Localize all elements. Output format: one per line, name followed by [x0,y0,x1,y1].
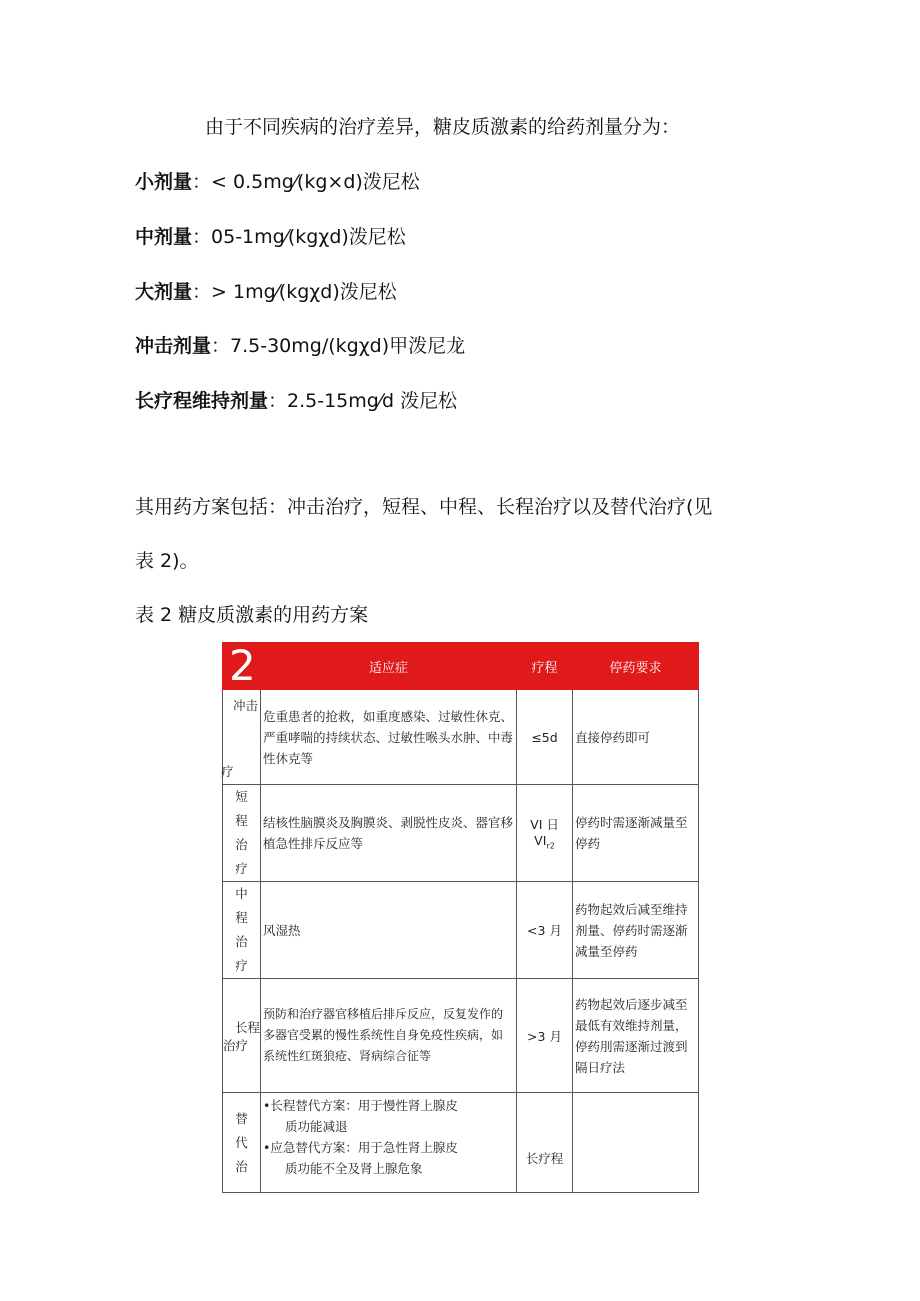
bullet-subtext: 质功能减退 [285,1119,348,1134]
header-duration: 疗程 [517,643,573,690]
type-char: 治 [235,1159,248,1174]
duration-cell [517,785,573,882]
dose-value: ：2.5-15mg⁄d 泼尼松 [268,390,458,412]
row-type-long [223,979,261,1093]
indication-cell [261,1093,517,1193]
type-text: 疗 [221,764,234,779]
stop-cell: 直接停药即可 [573,690,699,785]
row-type-impact [223,690,261,785]
plan-text-line1: 其用药方案包括：冲击治疗，短程、中程、长程治疗以及替代治疗(见 [135,496,713,518]
table-row [223,690,699,785]
duration-cell: >3 月 [517,979,573,1093]
bullet-text: •应急替代方案：用于急性肾上腺皮 [263,1140,458,1155]
bullet-item [263,1137,514,1179]
duration-line: VI 日 [530,817,559,833]
intro-text: 由于不同疾病的治疗差异，糖皮质激素的给药剂量分为： [205,116,681,138]
dose-value: ：< 0.5mg⁄(kg×d)泼尼松 [192,171,420,193]
stop-cell: 药物起效后逐步减至最低有效维持剂量，停药刖需逐渐过渡到隔日疗法 [573,979,699,1093]
row-type-short [223,785,261,882]
indication-cell: 风湿热 [261,882,517,979]
dose-impact [135,331,465,358]
dose-small [135,167,420,194]
duration-line [517,833,572,851]
stop-cell: 停药时需逐渐减量至停药 [573,785,699,882]
type-char: 治 [235,934,248,949]
dose-value: ：05-1mg⁄(kgχd)泼尼松 [192,226,406,248]
type-char: 疗 [235,958,248,973]
bullet-text: •长程替代方案：用于慢性肾上腺皮 [263,1098,458,1113]
duration-cell: ≤5d [517,690,573,785]
dose-value: ：> 1mg⁄(kgχd)泼尼松 [192,281,397,303]
indication-cell: 危重患者的抢救，如重度感染、过敏性休克、严重哮喘的持续状态、过敏性喉头水肿、中毒性休克等 [261,690,517,785]
table-row [223,785,699,882]
indication-cell: 预防和治疗器官移植后排斥反应，反复发作的多器官受累的慢性系统性自身免疫性疾病，如系统性红斑狼疮、肾病综合征等 [261,979,517,1093]
duration-sub: r2 [546,841,555,851]
table-row [223,882,699,979]
type-char: 中 [235,886,248,901]
row-type-medium [223,882,261,979]
dose-maintenance [135,386,457,413]
type-char: 疗 [235,861,248,876]
header-stop: 停药要求 [573,643,699,690]
dose-label: 冲击剂量 [135,335,212,357]
type-text: 长程 [234,1019,260,1035]
table-row [223,1093,699,1193]
header-indication: 适应症 [261,643,517,690]
duration-cell: 长疗程 [517,1093,573,1193]
stop-cell: 药物起效后减至维持剂量、停药时需逐渐减量至停药 [573,882,699,979]
dose-label: 中剂量 [135,226,193,248]
table-header-row [223,643,699,690]
stop-cell [573,1093,699,1193]
type-char: 替 [235,1111,248,1126]
type-char: 短 [235,789,248,804]
type-char: 程 [235,910,248,925]
type-char: 治 [235,837,248,852]
table-container [218,640,702,1176]
type-char: 程 [235,813,248,828]
dose-value: ：7.5-30mg/(kgχd)甲泼尼龙 [211,335,466,357]
type-char: 代 [235,1135,248,1150]
bullet-item [263,1095,514,1137]
bullet-subtext: 质功能不全及肾上腺危象 [285,1161,423,1176]
dose-label: 长疗程维持剂量 [135,390,269,412]
duration-cell: <3 月 [517,882,573,979]
table-row [223,979,699,1093]
regimen-table [222,642,699,1193]
dose-medium [135,222,406,249]
type-text: 治疗 [223,1037,249,1053]
table-number: 2 [223,643,261,690]
dose-large [135,277,397,304]
row-type-replace [223,1093,261,1193]
duration-text: VI [534,833,547,849]
indication-cell: 结核性脑膜炎及胸膜炎、剥脱性皮炎、器官移植急性排斥反应等 [261,785,517,882]
type-text: 冲击 [232,698,258,713]
plan-text-line2: 表 2)。 [135,550,199,572]
table-caption: 表 2 糖皮质激素的用药方案 [135,604,369,626]
dose-label: 大剂量 [135,281,193,303]
dose-label: 小剂量 [135,171,193,193]
